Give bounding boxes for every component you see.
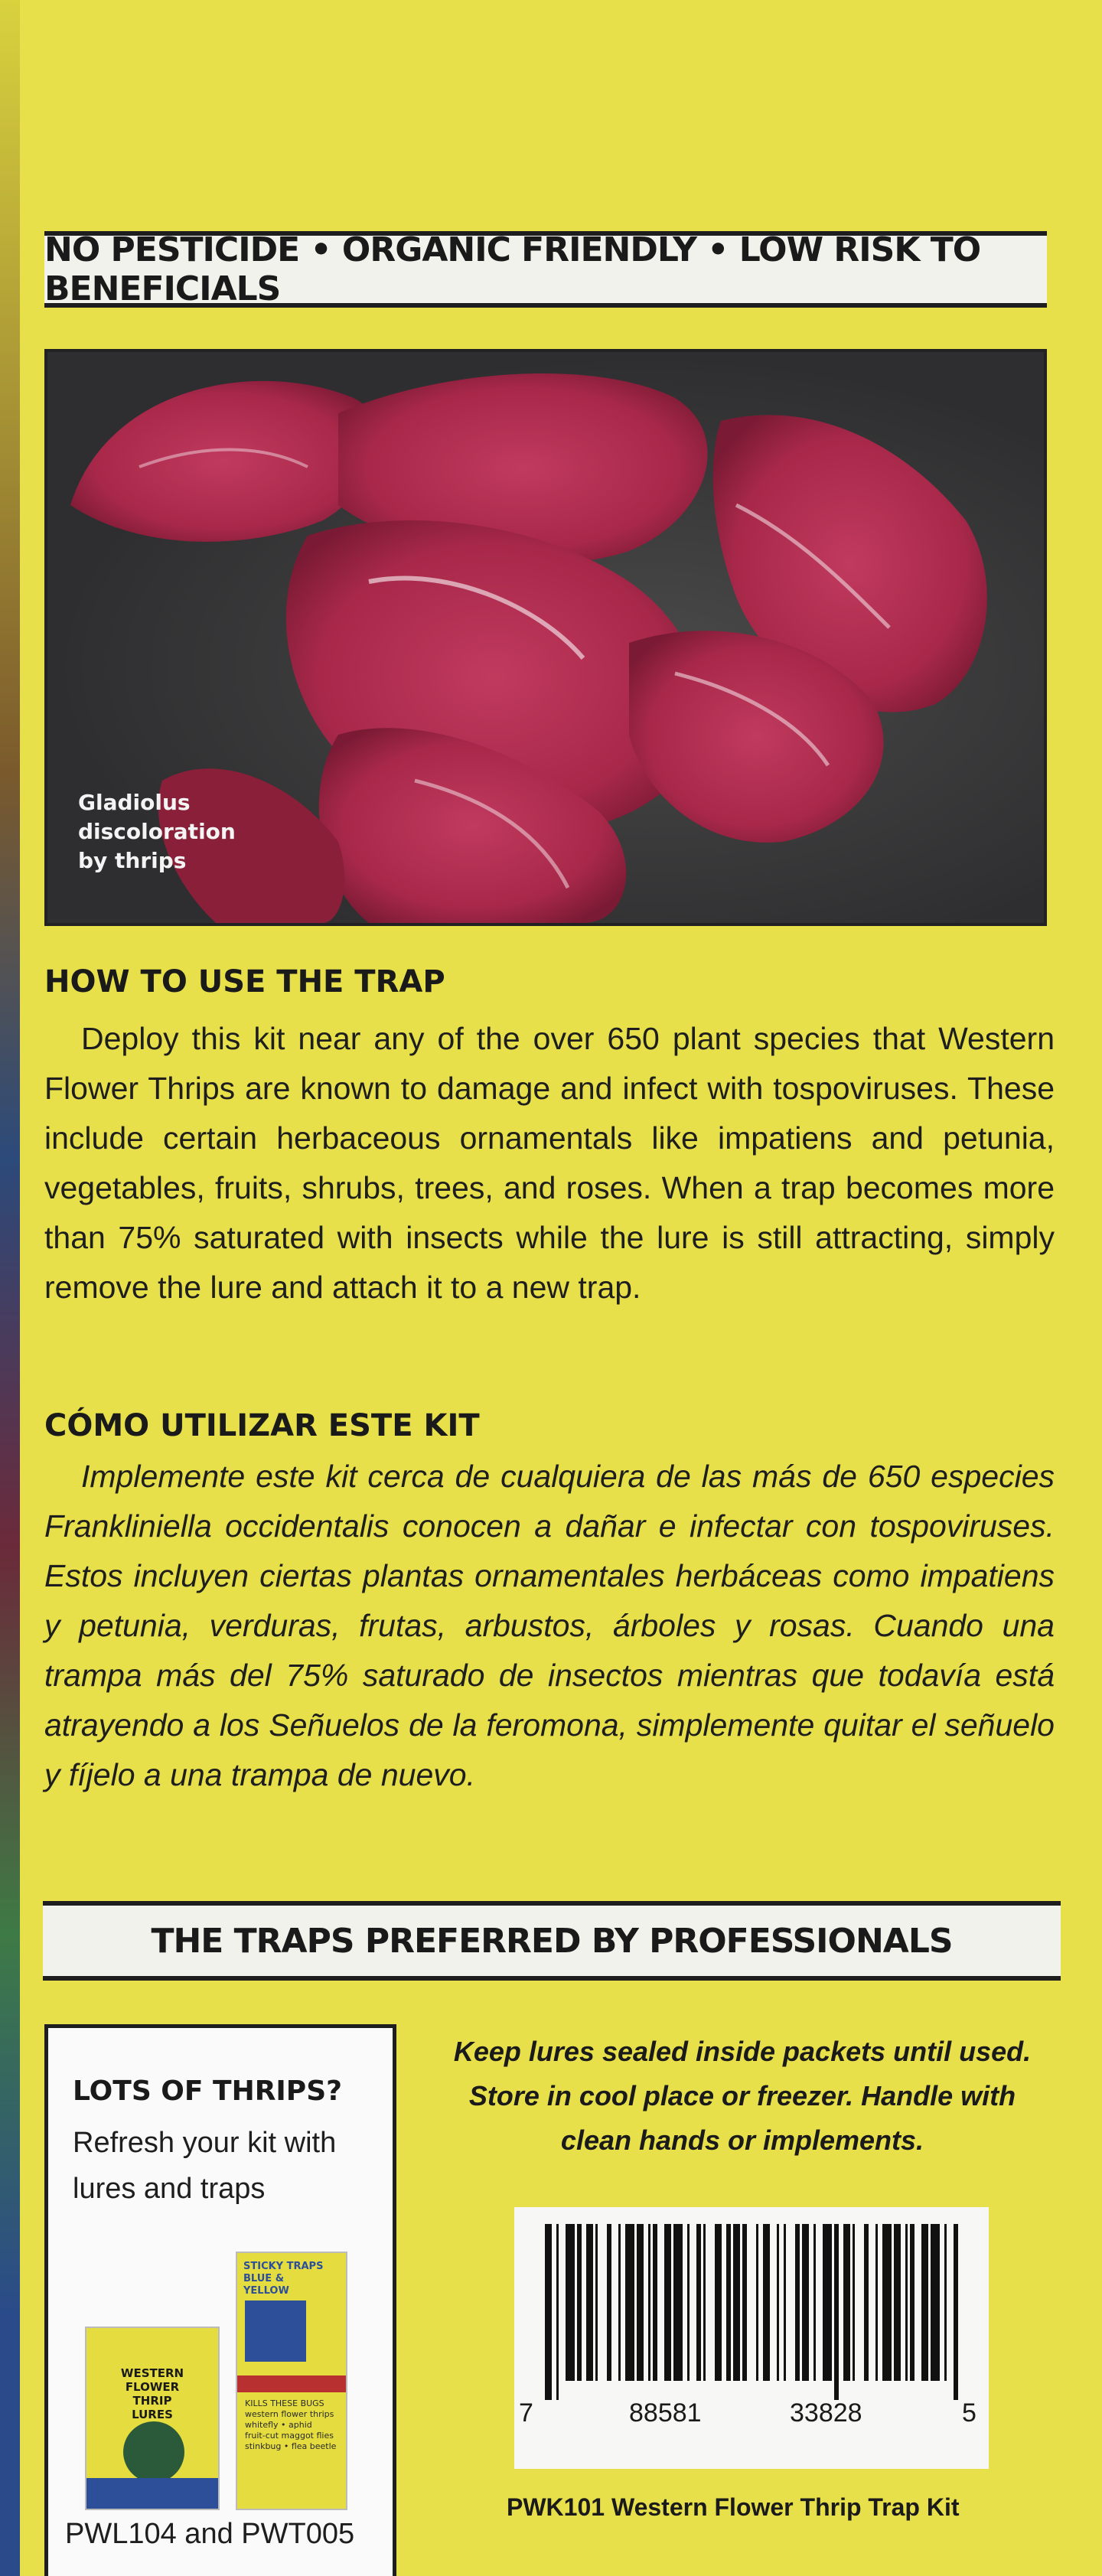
barcode-bar (905, 2224, 908, 2381)
barcode-bar (853, 2224, 855, 2381)
barcode-bar (625, 2224, 634, 2381)
barcode-bar (595, 2224, 598, 2381)
barcode-digits-right: 33828 (790, 2398, 862, 2428)
barcode-bar (843, 2224, 850, 2381)
storage-instructions: Keep lures sealed inside packets until used. Store in cool place or freezer. Handle with clean hands or implements. (453, 2036, 1032, 2156)
barcode-bar (607, 2224, 611, 2381)
barcode-bar (777, 2224, 779, 2381)
barcode-bar (637, 2224, 644, 2381)
barcode-bar (954, 2224, 958, 2400)
package-left-edge (0, 0, 20, 2576)
barcode-bar (673, 2224, 683, 2381)
feature-banner: NO PESTICIDE • ORGANIC FRIENDLY • LOW RISK TO BENEFICIALS (44, 231, 1047, 308)
refresh-kit-panel (44, 2024, 396, 2576)
barcode-bar (648, 2224, 650, 2381)
barcode-bar (931, 2224, 940, 2381)
barcode-digit-last: 5 (962, 2398, 976, 2428)
blue-trap-swatch (245, 2300, 306, 2362)
barcode-bar (726, 2224, 731, 2381)
professionals-banner: THE TRAPS PREFERRED BY PROFESSIONALS (43, 1901, 1061, 1981)
barcode-bar (802, 2224, 809, 2381)
barcode-bar (823, 2224, 832, 2381)
barcode-bar (733, 2224, 740, 2381)
barcode-bar (763, 2224, 770, 2381)
barcode-bar (586, 2224, 593, 2381)
gladiolus-photo (44, 349, 1047, 926)
kit-name: PWK101 Western Flower Thrip Trap Kit (507, 2493, 960, 2521)
barcode-bar (944, 2224, 947, 2381)
refresh-kit-text: Refresh your kit with lures and traps (73, 2127, 337, 2205)
como-utilizar-title: CÓMO UTILIZAR ESTE KIT (44, 1408, 480, 1443)
barcode-digits-left: 88581 (629, 2398, 702, 2428)
barcode-bar (784, 2224, 786, 2381)
barcode-bar (703, 2224, 706, 2381)
como-utilizar-text: Implemente este kit cerca de cualquiera de las más de 650 especies Frankliniella occidentalis conocen a dañar e infectar con tospoviruses. Estos incluyen ciertas plantas ornamentales herbáceas como impatiens y petunia, verduras, frutas, arbustos, árboles y rosas. Cuando una trampa más del 75% saturado de insectos mientras que todavía está atrayendo a los Señuelos de la feromona, simplemente quitar el señuelo y fíjelo a una trampa de nuevo. (44, 1459, 1055, 1792)
how-to-use-text: Deploy this kit near any of the over 650 plant species that Western Flower Thrips are known to damage and infect with tospoviruses. These include certain herbaceous ornamentals like impatiens and petunia, vegetables, fruits, shrubs, trees, and roses. When a trap becomes more than 75% saturated with insects while the lure is still attracting, simply remove the lure and attach it to a new trap. (44, 1021, 1055, 1305)
how-to-use-title: HOW TO USE THE TRAP (44, 964, 445, 999)
barcode-bar (577, 2224, 582, 2381)
barcode-bar (696, 2224, 701, 2381)
sticky-trap-label: STICKY TRAPS BLUE & YELLOW (243, 2261, 324, 2297)
barcode-bar (813, 2224, 816, 2381)
barcode-bar (756, 2224, 758, 2381)
photo-caption: Gladiolus discoloration by thrips (78, 790, 236, 873)
lure-package-label: WESTERN FLOWER THRIP LURES (120, 2366, 184, 2421)
barcode-bar (715, 2224, 722, 2381)
barcode-bar (618, 2224, 621, 2381)
barcode-digit-first: 7 (519, 2398, 533, 2428)
barcode-bar (921, 2224, 928, 2381)
barcode-bar (834, 2224, 839, 2400)
barcode-bar (910, 2224, 915, 2381)
barcode (514, 2207, 989, 2469)
sticky-trap-text: KILLS THESE BUGS western flower thrips whitefly • aphid fruit-cut maggot flies stinkbug • flea beetle (245, 2398, 337, 2451)
lure-package-image (85, 2327, 220, 2510)
barcode-bar (556, 2224, 559, 2400)
product-codes: PWL104 and PWT005 (65, 2518, 355, 2550)
barcode-bar (742, 2224, 747, 2381)
barcode-bar (545, 2224, 552, 2400)
barcode-bars (545, 2224, 958, 2400)
barcode-bar (894, 2224, 901, 2381)
barcode-bar (875, 2224, 878, 2381)
lure-icon (123, 2421, 184, 2483)
lots-of-thrips-title: LOTS OF THRIPS? (73, 2075, 343, 2107)
barcode-bar (664, 2224, 671, 2381)
barcode-bar (653, 2224, 657, 2381)
sticky-trap-package-image (236, 2252, 347, 2510)
barcode-bar (864, 2224, 869, 2381)
barcode-bar (687, 2224, 690, 2381)
barcode-bar (795, 2224, 800, 2381)
barcode-bar (882, 2224, 892, 2381)
barcode-bar (566, 2224, 575, 2381)
